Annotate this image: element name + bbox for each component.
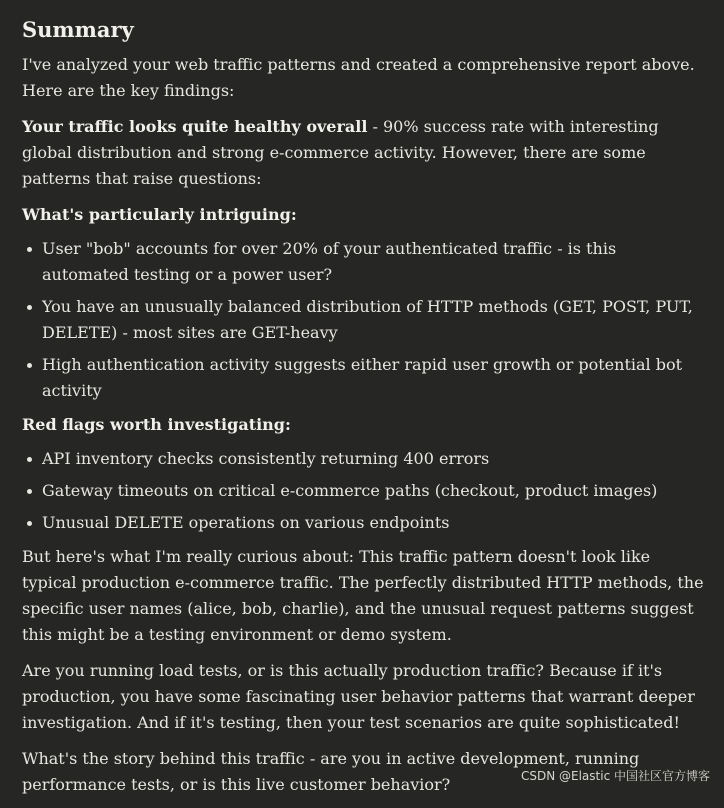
intriguing-list	[22, 236, 706, 404]
list-item: API inventory checks consistently returning 400 errors	[42, 446, 706, 472]
health-rest-text: - 90% success rate with interesting global distribution and strong e-commerce activity. However, there are some patterns that raise questions:	[22, 117, 659, 188]
message-content	[22, 16, 706, 808]
watermark: CSDN @Elastic 中国社区官方博客	[520, 769, 710, 783]
redflags-heading: Red flags worth investigating:	[22, 415, 291, 434]
story-paragraph: What's the story behind this traffic - are you in active development, running performance tests, or is this live customer behavior?	[22, 749, 640, 794]
health-bold-text: Your traffic looks quite healthy overall	[22, 117, 368, 136]
list-item: Unusual DELETE operations on various endpoints	[42, 510, 706, 536]
intriguing-heading: What's particularly intriguing:	[22, 205, 297, 224]
curious-paragraph: But here's what I'm really curious about: This traffic pattern doesn't look like typical production e-commerce traffic. The perfectly distributed HTTP methods, the specific user names (alice, bob, charlie), and the unusual request patterns suggest this might be a testing environment or demo system.	[22, 547, 704, 644]
list-item: User "bob" accounts for over 20% of your authenticated traffic - is this automated testing or a power user?	[42, 236, 706, 288]
list-item: Gateway timeouts on critical e-commerce paths (checkout, product images)	[42, 478, 706, 504]
list-item: You have an unusually balanced distribution of HTTP methods (GET, POST, PUT, DELETE) - most sites are GET-heavy	[42, 294, 706, 346]
health-paragraph	[22, 114, 706, 192]
load-tests-paragraph: Are you running load tests, or is this actually production traffic? Because if it's production, you have some fascinating user behavior patterns that warrant deeper investigation. And if it's testing, then your test scenarios are quite sophisticated!	[22, 661, 695, 732]
summary-heading: Summary	[22, 17, 134, 42]
list-item: High authentication activity suggests either rapid user growth or potential bot activity	[42, 352, 706, 404]
intro-paragraph: I've analyzed your web traffic patterns and created a comprehensive report above. Here are the key findings:	[22, 55, 695, 100]
redflags-list	[22, 446, 706, 536]
